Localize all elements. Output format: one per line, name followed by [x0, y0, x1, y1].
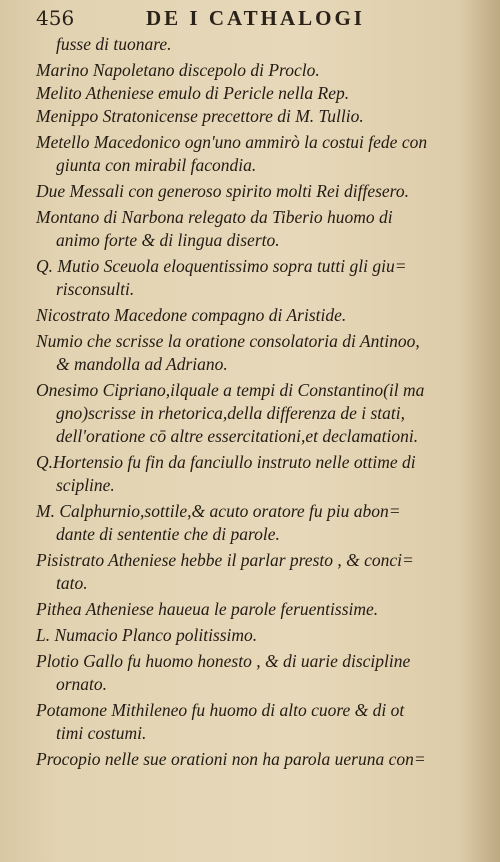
- text-line: [36, 60, 456, 83]
- text-line: [36, 403, 456, 426]
- text-line: [36, 550, 456, 573]
- line-text: Melito Atheniese emulo di Pericle nella Rep.: [36, 83, 350, 103]
- line-text: Metello Macedonico ogn'uno ammirò la costui fede con: [36, 132, 428, 152]
- line-text: Montano di Narbona relegato da Tiberio huomo di: [36, 207, 393, 227]
- line-text: dante di sententie che di parole.: [56, 524, 280, 544]
- line-text: Procopio nelle sue orationi non ha parola ueruna con=: [36, 749, 426, 769]
- text-line: [36, 132, 456, 155]
- page-edge-shadow: [460, 0, 500, 862]
- text-line: [36, 207, 456, 230]
- line-text: Q.Hortensio fu fin da fanciullo instruto nelle ottime di: [36, 452, 416, 472]
- line-text: timi costumi.: [56, 723, 147, 743]
- text-line: [36, 279, 456, 302]
- line-text: M. Calphurnio,sottile,& acuto oratore fu piu abon=: [36, 501, 401, 521]
- text-line: [36, 501, 456, 524]
- text-line: [36, 380, 456, 403]
- running-title: DE I CATHALOGI: [146, 6, 365, 30]
- line-text: Due Messali con generoso spirito molti Rei diffesero.: [36, 181, 409, 201]
- line-text: Pisistrato Atheniese hebbe il parlar presto , & conci=: [36, 550, 414, 570]
- text-line: [36, 651, 456, 674]
- line-text: Marino Napoletano discepolo di Proclo.: [36, 60, 320, 80]
- line-text: ornato.: [56, 674, 108, 694]
- text-line: [36, 524, 456, 547]
- line-text: risconsulti.: [56, 279, 135, 299]
- line-text: L. Numacio Planco politissimo.: [36, 625, 258, 645]
- text-line: [36, 749, 456, 772]
- text-line: [36, 305, 456, 328]
- page-header: [36, 6, 456, 36]
- text-line: [36, 354, 456, 377]
- line-text: gno)scrisse in rhetorica,della differenza de i stati,: [56, 403, 406, 423]
- text-line: [36, 34, 456, 57]
- line-text: Menippo Stratonicense precettore di M. Tullio.: [36, 106, 364, 126]
- text-line: [36, 625, 456, 648]
- text-line: [36, 700, 456, 723]
- text-body: [36, 34, 456, 772]
- text-line: [36, 723, 456, 746]
- text-line: [36, 426, 456, 449]
- text-line: [36, 230, 456, 253]
- line-text: Pithea Atheniese haueua le parole feruentissime.: [36, 599, 379, 619]
- line-text: & mandolla ad Adriano.: [56, 354, 228, 374]
- line-text: dell'oratione cō altre essercitationi,et declamationi.: [56, 426, 419, 446]
- text-line: [36, 83, 456, 106]
- line-text: fusse di tuonare.: [56, 34, 172, 54]
- line-text: scipline.: [56, 475, 115, 495]
- text-line: [36, 331, 456, 354]
- text-line: [36, 573, 456, 596]
- text-line: [36, 106, 456, 129]
- line-text: Nicostrato Macedone compagno di Aristide.: [36, 305, 347, 325]
- text-line: [36, 155, 456, 178]
- text-line: [36, 674, 456, 697]
- text-line: [36, 452, 456, 475]
- line-text: Onesimo Cipriano,ilquale a tempi di Constantino(il ma: [36, 380, 425, 400]
- text-line: [36, 181, 456, 204]
- line-text: giunta con mirabil facondia.: [56, 155, 257, 175]
- line-text: tato.: [56, 573, 88, 593]
- line-text: animo forte & di lingua diserto.: [56, 230, 280, 250]
- text-line: [36, 256, 456, 279]
- line-text: Q. Mutio Sceuola eloquentissimo sopra tutti gli giu=: [36, 256, 407, 276]
- page-number: 456: [36, 6, 75, 30]
- line-text: Plotio Gallo fu huomo honesto , & di uarie discipline: [36, 651, 411, 671]
- text-line: [36, 599, 456, 622]
- text-line: [36, 475, 456, 498]
- line-text: Numio che scrisse la oratione consolatoria di Antinoo,: [36, 331, 420, 351]
- line-text: Potamone Mithileneo fu huomo di alto cuore & di ot: [36, 700, 405, 720]
